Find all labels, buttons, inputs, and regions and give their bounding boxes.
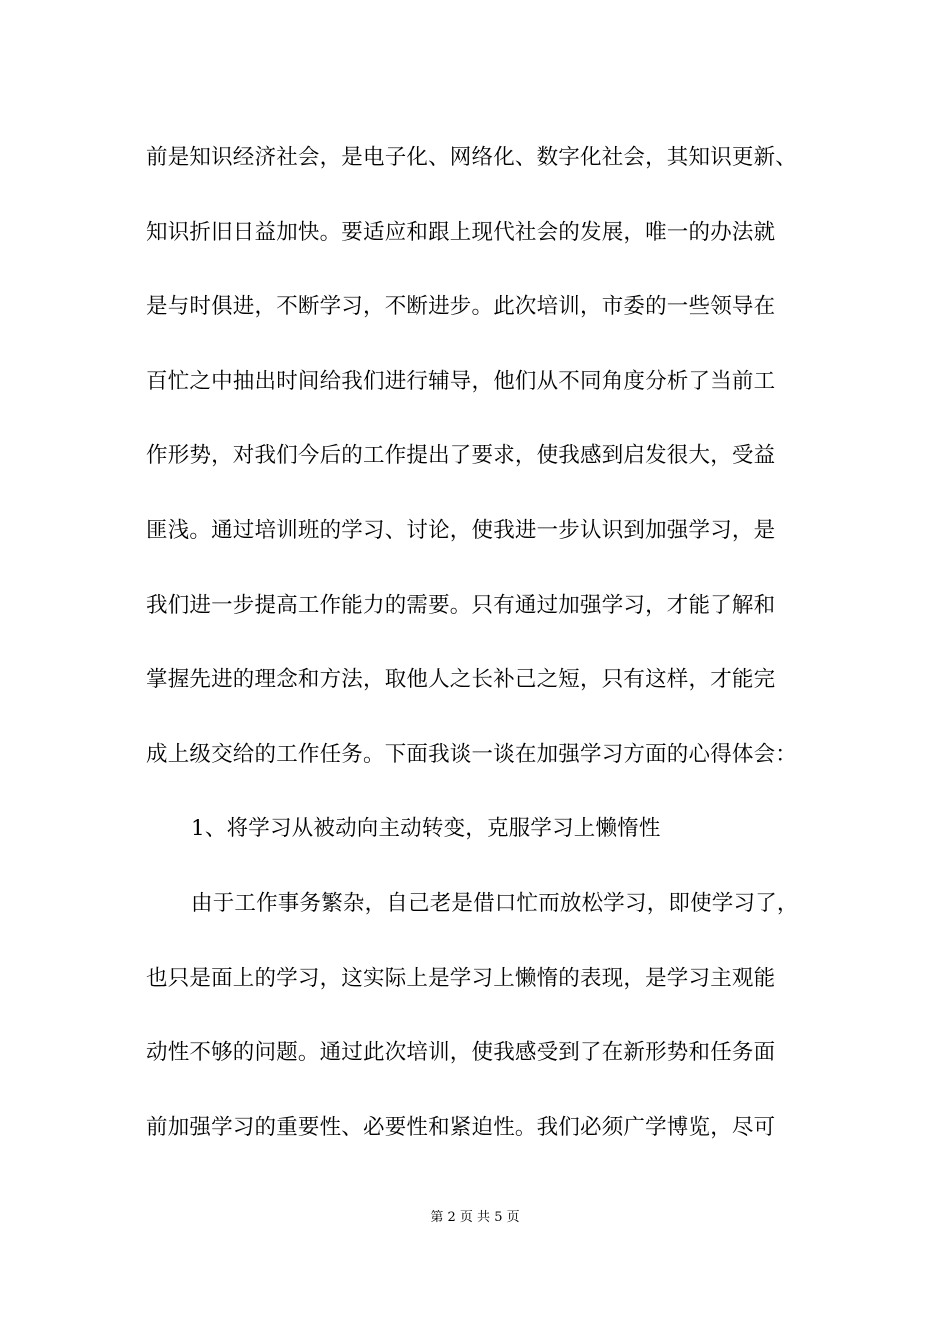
text-line: 前加强学习的重要性、必要性和紧迫性。我们必须广学博览，尽可 bbox=[146, 1114, 776, 1140]
text-line: 知识折旧日益加快。要适应和跟上现代社会的发展，唯一的办法就 bbox=[146, 219, 776, 245]
text-line: 动性不够的问题。通过此次培训，使我感受到了在新形势和任务面 bbox=[146, 1040, 776, 1066]
text-line: 前是知识经济社会，是电子化、网络化、数字化社会，其知识更新、 bbox=[146, 145, 798, 170]
section-heading: 1、将学习从被动向主动转变，克服学习上懒惰性 bbox=[191, 816, 661, 842]
text-line: 也只是面上的学习，这实际上是学习上懒惰的表现，是学习主观能 bbox=[146, 965, 776, 991]
text-line: 是与时俱进，不断学习，不断进步。此次培训，市委的一些领导在 bbox=[146, 294, 776, 320]
paragraph-first-line: 由于工作事务繁杂，自己老是借口忙而放松学习，即使学习了， bbox=[191, 890, 799, 916]
text-line: 我们进一步提高工作能力的需要。只有通过加强学习，才能了解和 bbox=[146, 592, 776, 618]
text-line: 匪浅。通过培训班的学习、讨论，使我进一步认识到加强学习，是 bbox=[146, 517, 776, 543]
text-line: 百忙之中抽出时间给我们进行辅导，他们从不同角度分析了当前工 bbox=[146, 368, 776, 394]
text-line: 成上级交给的工作任务。下面我谈一谈在加强学习方面的心得体会： bbox=[146, 741, 798, 767]
text-line: 掌握先进的理念和方法，取他人之长补己之短，只有这样，才能完 bbox=[146, 667, 776, 693]
body-text bbox=[146, 137, 836, 1181]
page-number-footer: 第 2 页 共 5 页 bbox=[430, 1210, 520, 1225]
text-line: 作形势，对我们今后的工作提出了要求，使我感到启发很大，受益 bbox=[146, 443, 776, 469]
